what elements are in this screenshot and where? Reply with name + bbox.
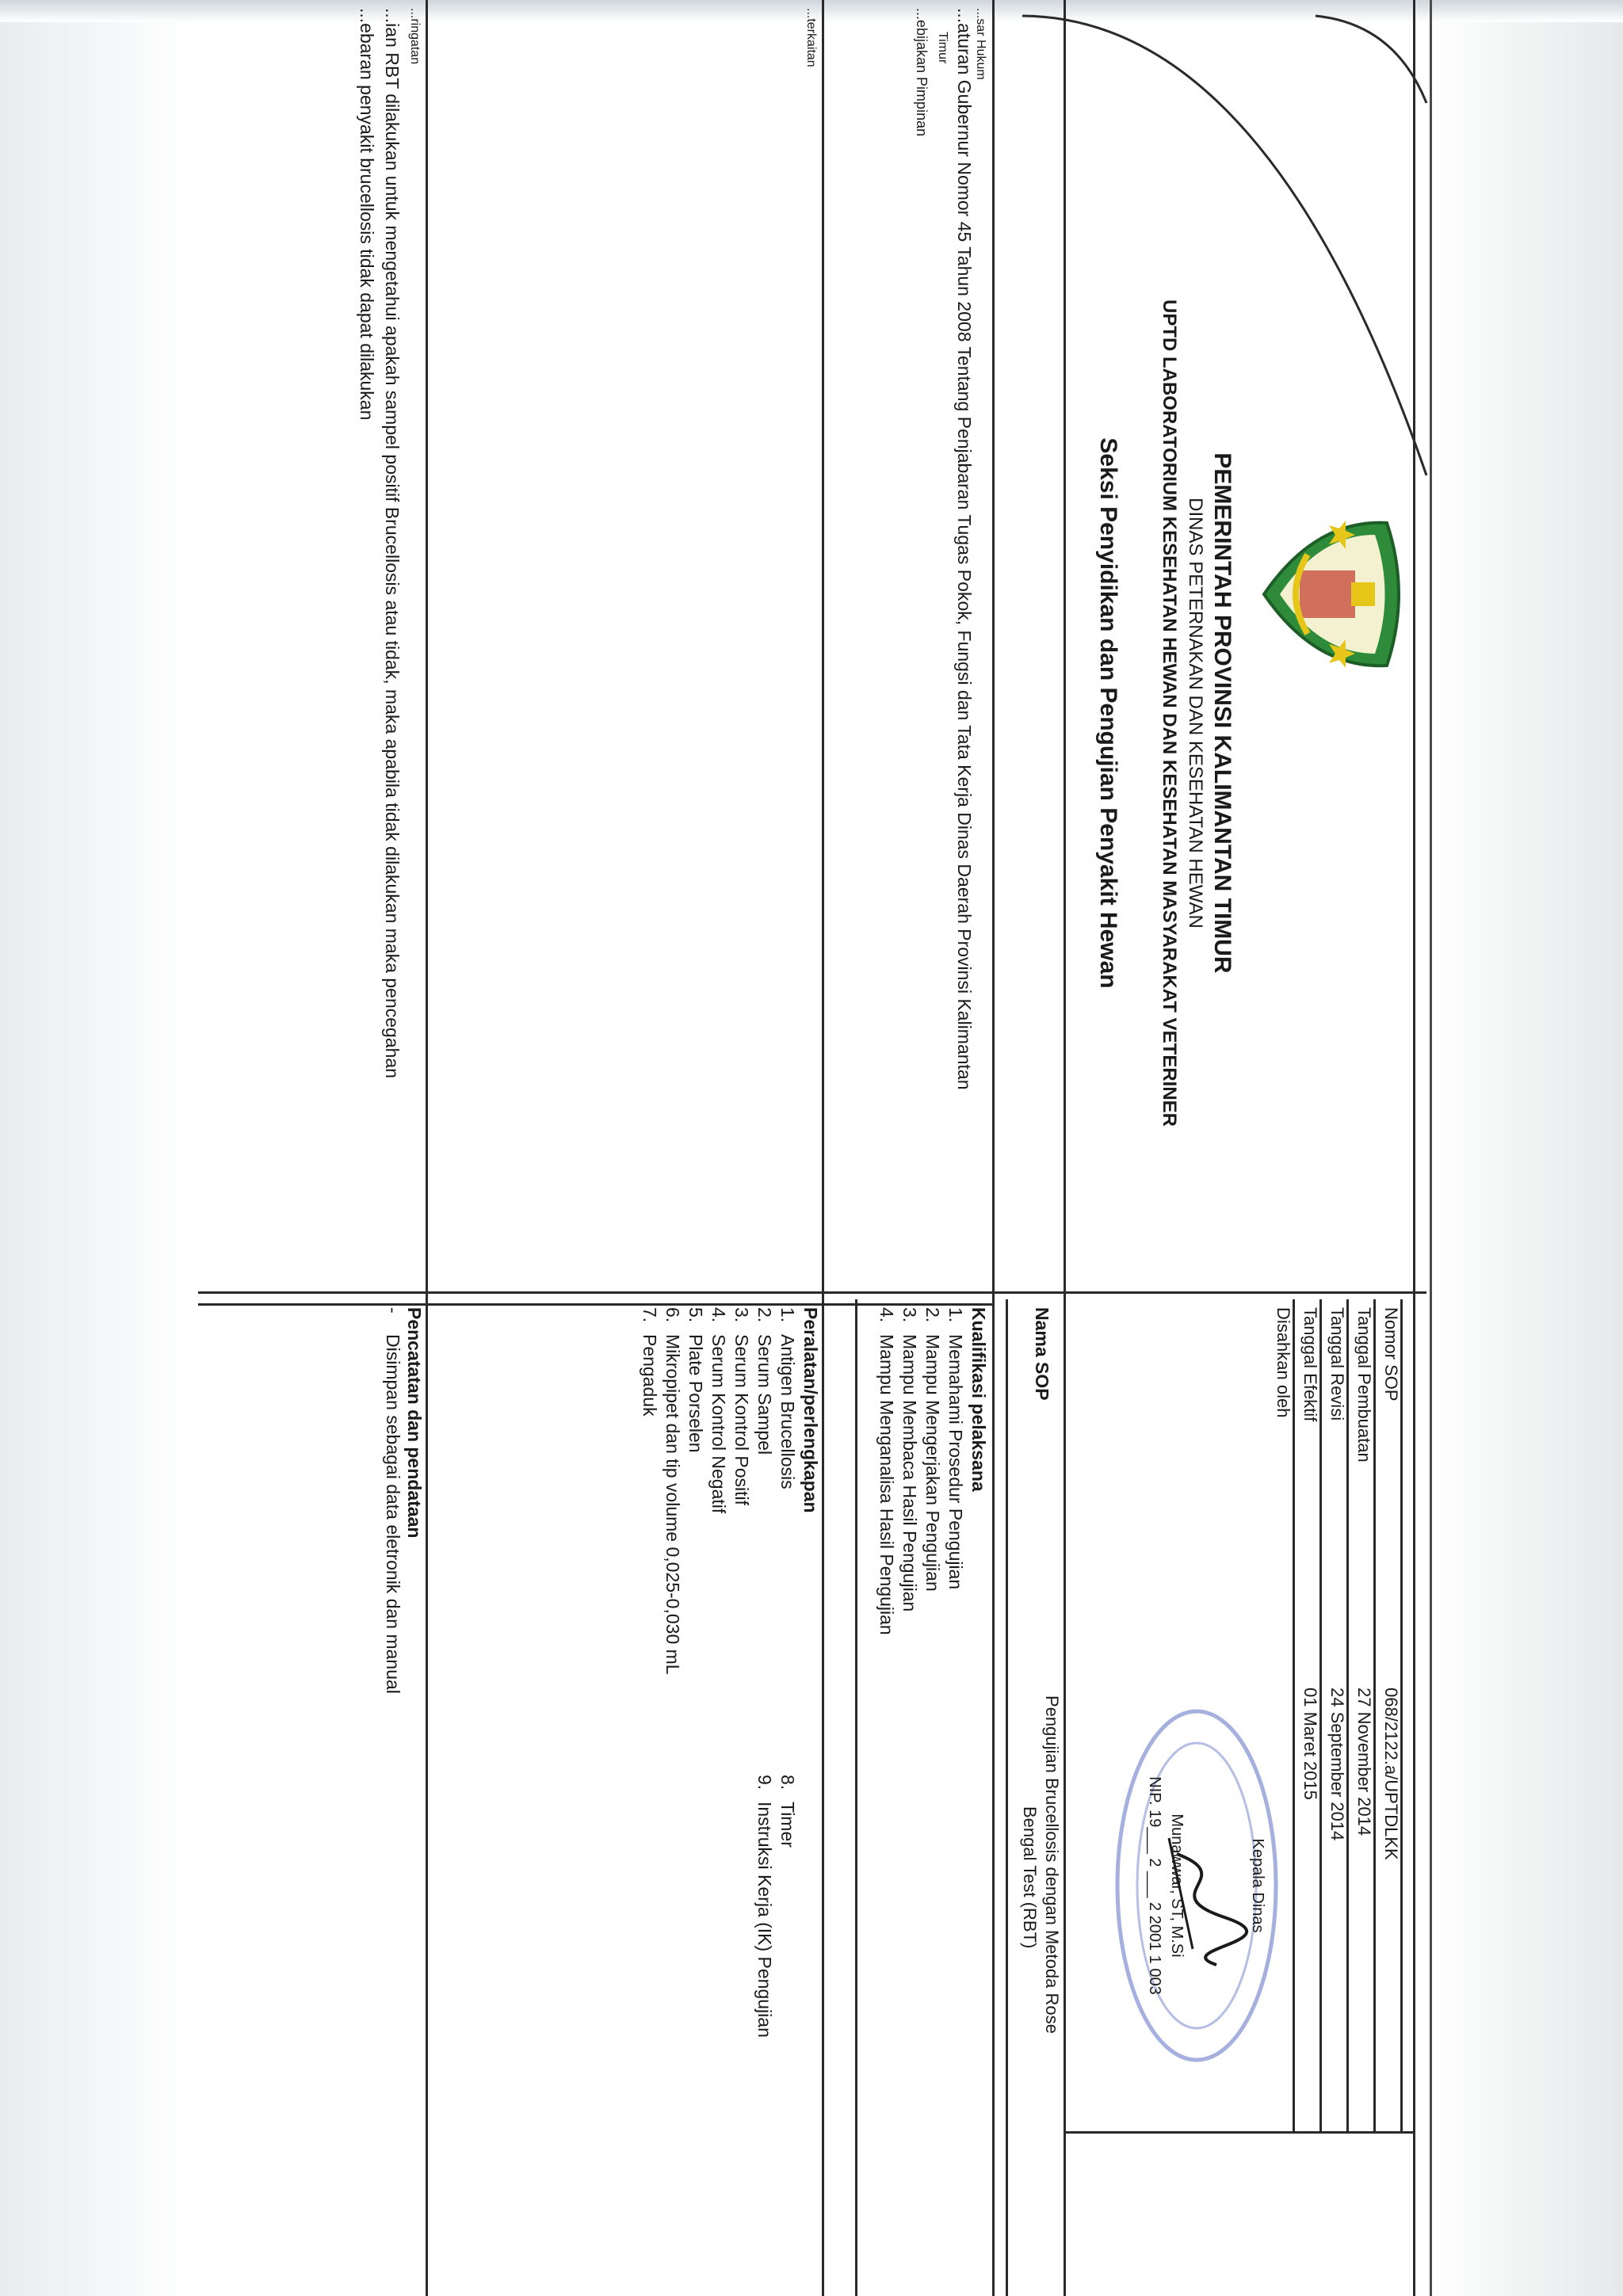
- list-item: 7.Pengaduk: [640, 1307, 660, 1417]
- document-right-border: [1430, 0, 1432, 2296]
- nama-sop-label: Nama SOP: [1032, 1307, 1052, 1401]
- rule-nama-bottom: [1006, 1299, 1008, 2296]
- pencatatan-title: Pencatatan dan pendataan: [404, 1307, 425, 1539]
- nomor-label: Nomor SOP: [1381, 1307, 1401, 1402]
- keterkaitan-label: ...terkaitan: [804, 8, 818, 67]
- list-item: 2.Serum Sampel: [754, 1307, 775, 1455]
- kebijakan-label: ...ebijakan Pimpinan: [914, 8, 930, 137]
- header-government: PEMERINTAH PROVINSI KALIMANTAN TIMUR: [1209, 452, 1235, 974]
- pembuatan-label: Tanggal Pembuatan: [1354, 1307, 1374, 1463]
- rule-header-bottom: [1064, 0, 1066, 2296]
- info-row-revisi: [1322, 1299, 1349, 2131]
- kualifikasi-list: [875, 1307, 967, 1635]
- list-item: 1.Antigen Brucellosis: [777, 1307, 798, 1489]
- list-item: 4.Serum Kontrol Negatif: [708, 1307, 729, 1514]
- list-item: 3.Serum Kontrol Positif: [731, 1307, 752, 1506]
- rule-sections-top: [992, 0, 995, 2296]
- info-row-nomor: [1376, 1299, 1403, 2131]
- rule-peringatan-top: [426, 0, 428, 2296]
- info-right-edge: [1066, 2131, 1415, 2134]
- efektif-value: 01 Maret 2015: [1300, 1688, 1320, 1800]
- nama-sop-value-2: Bengal Test (RBT): [1020, 1806, 1040, 1949]
- list-item: 4.Mampu Menganalisa Hasil Pengujian: [876, 1307, 897, 1635]
- disahkan-label: Disahkan oleh: [1274, 1307, 1293, 1418]
- rule-kualifikasi-bottom: [855, 1299, 857, 2296]
- dasar-hukum-tail: Timur: [936, 32, 949, 64]
- peralatan-title: Peralatan/perlengkapan: [800, 1307, 821, 1513]
- scan-right-edge: [1433, 0, 1623, 2296]
- section-divider: [198, 1303, 995, 1306]
- peringatan-label: ...ringatan: [408, 8, 422, 65]
- list-item: 3.Mampu Membaca Hasil Pengujian: [899, 1307, 920, 1612]
- scan-left-edge: [0, 0, 189, 2296]
- peralatan-list-right: [753, 1775, 799, 2038]
- header-department: DINAS PETERNAKAN DAN KESEHATAN HEWAN: [1185, 498, 1206, 929]
- pencatatan-list: [381, 1307, 404, 1694]
- pembuatan-value: 27 November 2014: [1354, 1688, 1374, 1836]
- info-row-pembuatan: [1349, 1299, 1376, 2131]
- approver-name: Munawwar, ST, M.Si: [1168, 1814, 1186, 1958]
- revisi-value: 24 September 2014: [1327, 1688, 1347, 1841]
- peringatan-text-2: ...ebaran penyakit brucellosis tidak dapat dilakukan: [357, 8, 377, 421]
- revisi-label: Tanggal Revisi: [1327, 1307, 1347, 1421]
- dasar-hukum-label: ...sar Hukum: [974, 8, 987, 80]
- nama-sop-value-1: Pengujian Brucellosis dengan Metoda Rose: [1042, 1695, 1062, 2034]
- list-item: 5.Plate Porselen: [685, 1307, 706, 1453]
- peralatan-list: [638, 1307, 799, 1675]
- header-unit: UPTD LABORATORIUM KESEHATAN HEWAN DAN KESEHATAN MASYARAKAT VETERINER: [1159, 299, 1180, 1127]
- kualifikasi-title: Kualifikasi pelaksana: [968, 1307, 989, 1492]
- dasar-hukum-text: ...aturan Gubernur Nomor 45 Tahun 2008 Tentang Penjabaran Tugas Pokok, Fungsi dan Tata Kerja Dinas Daerah Provinsi Kalimantan: [954, 8, 975, 1090]
- approver-nip: NIP. 19___ 2 ___ 2 2001 1 003: [1146, 1776, 1163, 1995]
- list-item: -Disimpan sebagai data eletronik dan manual: [383, 1307, 403, 1694]
- list-item: 2.Mampu Mengerjakan Pengujian: [922, 1307, 943, 1592]
- approver-title: Kepala Dinas: [1249, 1838, 1266, 1933]
- sop-document: [198, 0, 1426, 2296]
- info-row-efektif: [1295, 1299, 1322, 2131]
- efektif-label: Tanggal Efektif: [1300, 1307, 1320, 1422]
- list-item: 8.Timer: [777, 1775, 798, 1848]
- list-item: 9.Instruksi Kerja (IK) Pengujian: [754, 1775, 775, 2038]
- document-header: [1070, 198, 1403, 1228]
- header-info-divider: [198, 1291, 1426, 1294]
- rule-top: [1413, 0, 1415, 2296]
- header-section: Seksi Penyidikan dan Pengujian Penyakit Hewan: [1095, 437, 1121, 989]
- peringatan-text-1: ...ian RBT dilakukan untuk mengetahui apakah sampel positif Brucellosis atau tidak, maka apabila tidak dilakukan maka pencegahan: [382, 8, 403, 1079]
- rule-middle: [822, 0, 824, 2296]
- list-item: 1.Memahami Prosedur Pengujian: [945, 1307, 966, 1590]
- nomor-value: 068/2122.a/UPTDLKK: [1381, 1688, 1401, 1860]
- list-item: 6.Mikropipet dan tip volume 0,025-0,030 mL: [663, 1307, 683, 1675]
